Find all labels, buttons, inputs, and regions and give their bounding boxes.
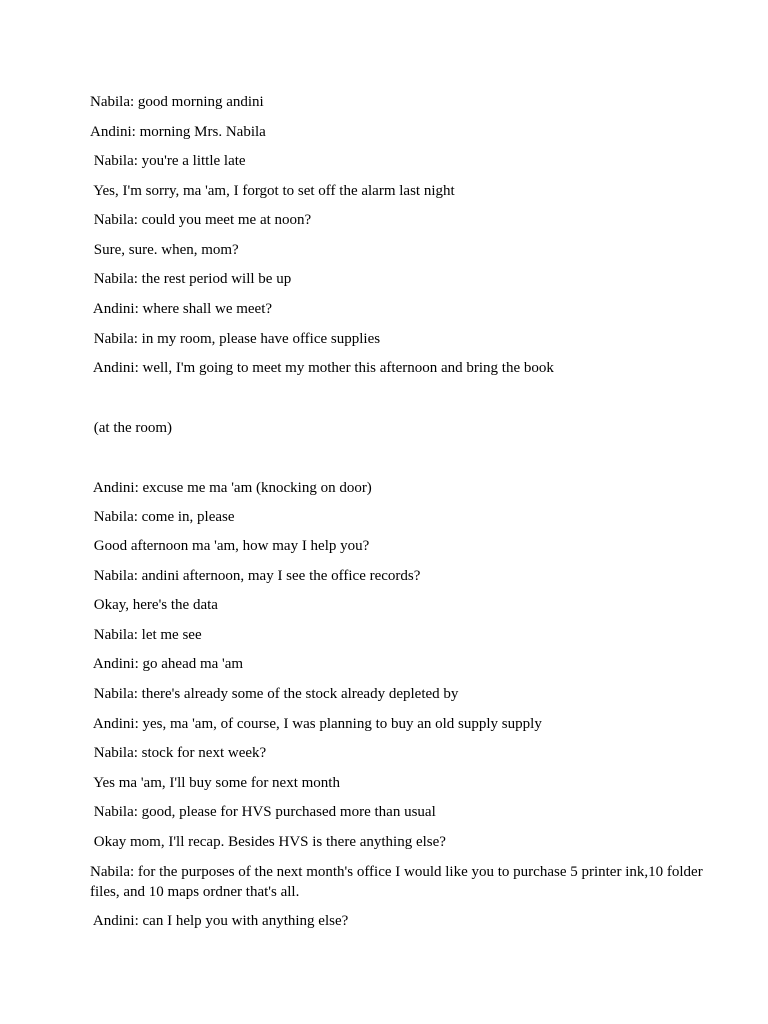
dialogue-line: Nabila: you're a little late (90, 153, 246, 169)
dialogue-line: Andini: where shall we meet? (90, 301, 273, 317)
dialogue-line: Andini: excuse me ma 'am (knocking on door) (90, 480, 372, 496)
dialogue-line: Okay, here's the data (90, 597, 218, 613)
dialogue-line: Andini: yes, ma 'am, of course, I was planning to buy an old supply supply (90, 716, 542, 732)
scene-heading: (at the room) (90, 420, 173, 436)
dialogue-line: Nabila: let me see (90, 627, 202, 643)
dialogue-line: Nabila: good, please for HVS purchased more than usual (90, 804, 436, 820)
dialogue-line: Nabila: stock for next week? (90, 745, 267, 761)
dialogue-line: Yes, I'm sorry, ma 'am, I forgot to set off the alarm last night (90, 183, 455, 199)
dialogue-line: Nabila: could you meet me at noon? (90, 212, 312, 228)
dialogue-line: Nabila: in my room, please have office supplies (90, 331, 381, 347)
dialogue-line: Sure, sure. when, mom? (90, 242, 239, 258)
dialogue-line: Yes ma 'am, I'll buy some for next month (90, 775, 340, 791)
dialogue-line: Andini: go ahead ma 'am (90, 656, 244, 672)
dialogue-line: Andini: can I help you with anything else? (90, 913, 349, 929)
dialogue-line: Andini: morning Mrs. Nabila (90, 124, 266, 140)
dialogue-line: Okay mom, I'll recap. Besides HVS is there anything else? (90, 834, 446, 850)
dialogue-line: Good afternoon ma 'am, how may I help you? (90, 538, 370, 554)
dialogue-line: Andini: well, I'm going to meet my mother this afternoon and bring the book (90, 360, 554, 376)
dialogue-line: Nabila: come in, please (90, 509, 235, 525)
dialogue-line: Nabila: good morning andini (90, 94, 264, 110)
dialogue-line: Nabila: andini afternoon, may I see the office records? (90, 568, 421, 584)
dialogue-line: Nabila: for the purposes of the next month's office I would like you to purchase 5 printer ink,10 folder files, and 10 maps ordner that's all. (90, 864, 703, 900)
dialogue-line: Nabila: there's already some of the stock already depleted by (90, 686, 459, 702)
dialogue-line: Nabila: the rest period will be up (90, 271, 292, 287)
